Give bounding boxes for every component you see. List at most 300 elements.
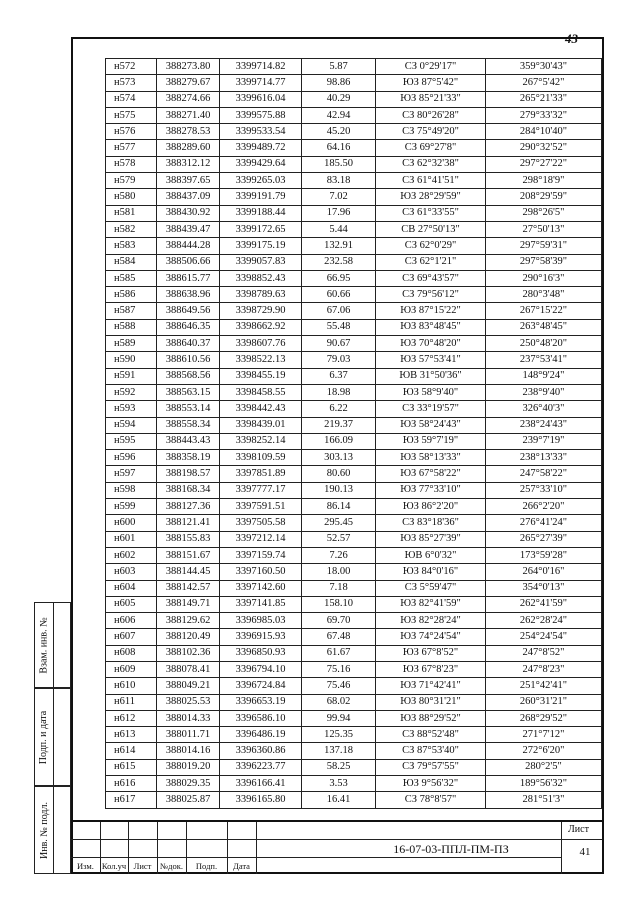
cell-bearing: ЮЗ 71°42'41" — [376, 678, 486, 694]
side-cell-replacement — [54, 602, 71, 688]
cell-y-coordinate: 3396360.86 — [220, 743, 302, 759]
table-row — [106, 384, 602, 400]
sheet-number: 41 — [579, 846, 591, 858]
cell-distance: 6.22 — [302, 401, 376, 417]
cell-y-coordinate: 3397777.17 — [220, 482, 302, 498]
cell-y-coordinate: 3396165.80 — [220, 792, 302, 808]
cell-point-name: н592 — [106, 384, 157, 400]
side-cell-inventory — [54, 786, 71, 874]
cell-direction-angle: 238°9'40" — [486, 384, 602, 400]
cell-bearing: ЮЗ 85°27'39" — [376, 531, 486, 547]
cell-direction-angle: 238°13'33" — [486, 450, 602, 466]
cell-y-coordinate: 3397141.85 — [220, 596, 302, 612]
coordinates-table — [105, 58, 602, 809]
cell-x-coordinate: 388025.53 — [157, 694, 220, 710]
cell-point-name: н599 — [106, 499, 157, 515]
cell-distance: 45.20 — [302, 124, 376, 140]
cell-distance: 7.02 — [302, 189, 376, 205]
cell-x-coordinate: 388649.56 — [157, 303, 220, 319]
cell-point-name: н605 — [106, 596, 157, 612]
cell-x-coordinate: 388019.20 — [157, 759, 220, 775]
cell-x-coordinate: 388638.96 — [157, 287, 220, 303]
cell-x-coordinate: 388142.57 — [157, 580, 220, 596]
cell-distance: 67.48 — [302, 629, 376, 645]
cell-direction-angle: 237°53'41" — [486, 352, 602, 368]
page-mark: 43 — [565, 31, 578, 46]
header-signature: Подп. — [195, 861, 218, 871]
cell-y-coordinate: 3399575.88 — [220, 107, 302, 123]
cell-bearing: ЮЗ 87°15'22" — [376, 303, 486, 319]
document-code: 16-07-03-ППЛ-ПМ-ПЗ — [393, 842, 509, 856]
cell-point-name: н614 — [106, 743, 157, 759]
cell-distance: 5.87 — [302, 59, 376, 75]
header-date: Дата — [233, 861, 250, 871]
cell-distance: 79.03 — [302, 352, 376, 368]
cell-direction-angle: 298°26'5" — [486, 205, 602, 221]
table-row — [106, 466, 602, 482]
cell-distance: 219.37 — [302, 417, 376, 433]
cell-bearing: ЮЗ 82°28'24" — [376, 613, 486, 629]
cell-point-name: н588 — [106, 319, 157, 335]
cell-y-coordinate: 3398442.43 — [220, 401, 302, 417]
cell-bearing: ЮЗ 58°13'33" — [376, 450, 486, 466]
cell-point-name: н574 — [106, 91, 157, 107]
table-row — [106, 613, 602, 629]
cell-bearing: ЮЗ 84°0'16" — [376, 564, 486, 580]
table-row — [106, 661, 602, 677]
cell-y-coordinate: 3396850.93 — [220, 645, 302, 661]
cell-point-name: н600 — [106, 515, 157, 531]
cell-y-coordinate: 3397505.58 — [220, 515, 302, 531]
cell-point-name: н602 — [106, 547, 157, 563]
cell-distance: 137.18 — [302, 743, 376, 759]
cell-distance: 303.13 — [302, 450, 376, 466]
cell-distance: 18.98 — [302, 384, 376, 400]
cell-y-coordinate: 3396915.93 — [220, 629, 302, 645]
cell-point-name: н575 — [106, 107, 157, 123]
cell-y-coordinate: 3399489.72 — [220, 140, 302, 156]
cell-point-name: н615 — [106, 759, 157, 775]
cell-distance: 40.29 — [302, 91, 376, 107]
cell-point-name: н572 — [106, 59, 157, 75]
cell-y-coordinate: 3398439.01 — [220, 417, 302, 433]
cell-bearing: ЮВ 31°50'36" — [376, 368, 486, 384]
cell-point-name: н603 — [106, 564, 157, 580]
cell-point-name: н591 — [106, 368, 157, 384]
cell-y-coordinate: 3399188.44 — [220, 205, 302, 221]
cell-distance: 75.16 — [302, 661, 376, 677]
cell-direction-angle: 265°27'39" — [486, 531, 602, 547]
cell-bearing: СЗ 79°57'55" — [376, 759, 486, 775]
cell-x-coordinate: 388025.87 — [157, 792, 220, 808]
cell-x-coordinate: 388610.56 — [157, 352, 220, 368]
cell-bearing: ЮЗ 77°33'10" — [376, 482, 486, 498]
cell-point-name: н581 — [106, 205, 157, 221]
cell-direction-angle: 290°16'3" — [486, 270, 602, 286]
cell-bearing: СЗ 88°52'48" — [376, 727, 486, 743]
cell-point-name: н616 — [106, 776, 157, 792]
table-row — [106, 107, 602, 123]
table-row — [106, 189, 602, 205]
cell-bearing: ЮЗ 67°58'22" — [376, 466, 486, 482]
cell-distance: 83.18 — [302, 173, 376, 189]
table-row — [106, 482, 602, 498]
cell-distance: 185.50 — [302, 156, 376, 172]
cell-x-coordinate: 388155.83 — [157, 531, 220, 547]
cell-bearing: СЗ 79°56'12" — [376, 287, 486, 303]
table-row — [106, 417, 602, 433]
cell-distance: 80.60 — [302, 466, 376, 482]
cell-y-coordinate: 3396223.77 — [220, 759, 302, 775]
cell-y-coordinate: 3398607.76 — [220, 336, 302, 352]
cell-x-coordinate: 388029.35 — [157, 776, 220, 792]
cell-direction-angle: 297°59'31" — [486, 238, 602, 254]
side-label-replacement: Взам. инв. № — [34, 602, 54, 688]
cell-direction-angle: 238°24'43" — [486, 417, 602, 433]
cell-y-coordinate: 3399533.54 — [220, 124, 302, 140]
cell-x-coordinate: 388615.77 — [157, 270, 220, 286]
cell-point-name: н582 — [106, 221, 157, 237]
cell-direction-angle: 267°15'22" — [486, 303, 602, 319]
cell-x-coordinate: 388439.47 — [157, 221, 220, 237]
cell-x-coordinate: 388289.60 — [157, 140, 220, 156]
cell-y-coordinate: 3399429.64 — [220, 156, 302, 172]
table-row — [106, 91, 602, 107]
cell-distance: 86.14 — [302, 499, 376, 515]
cell-direction-angle: 280°2'5" — [486, 759, 602, 775]
cell-bearing: ЮЗ 58°24'43" — [376, 417, 486, 433]
cell-distance: 295.45 — [302, 515, 376, 531]
cell-bearing: ЮВ 6°0'32" — [376, 547, 486, 563]
cell-direction-angle: 297°27'22" — [486, 156, 602, 172]
cell-direction-angle: 281°51'3" — [486, 792, 602, 808]
cell-y-coordinate: 3399616.04 — [220, 91, 302, 107]
table-row — [106, 547, 602, 563]
cell-distance: 42.94 — [302, 107, 376, 123]
cell-point-name: н590 — [106, 352, 157, 368]
cell-distance: 64.16 — [302, 140, 376, 156]
cell-y-coordinate: 3396586.10 — [220, 710, 302, 726]
cell-x-coordinate: 388011.71 — [157, 727, 220, 743]
cell-bearing: ЮЗ 59°7'19" — [376, 433, 486, 449]
cell-bearing: СЗ 69°27'8" — [376, 140, 486, 156]
cell-point-name: н579 — [106, 173, 157, 189]
cell-y-coordinate: 3398729.90 — [220, 303, 302, 319]
table-row — [106, 694, 602, 710]
table-row — [106, 352, 602, 368]
table-row — [106, 678, 602, 694]
cell-distance: 55.48 — [302, 319, 376, 335]
cell-bearing: ЮЗ 28°29'59" — [376, 189, 486, 205]
cell-point-name: н583 — [106, 238, 157, 254]
cell-x-coordinate: 388271.40 — [157, 107, 220, 123]
cell-bearing: СЗ 61°41'51" — [376, 173, 486, 189]
cell-bearing: ЮЗ 80°31'21" — [376, 694, 486, 710]
binding-strip — [34, 602, 71, 874]
cell-x-coordinate: 388444.28 — [157, 238, 220, 254]
cell-x-coordinate: 388127.36 — [157, 499, 220, 515]
cell-point-name: н612 — [106, 710, 157, 726]
cell-point-name: н609 — [106, 661, 157, 677]
cell-y-coordinate: 3398522.13 — [220, 352, 302, 368]
cell-y-coordinate: 3399057.83 — [220, 254, 302, 270]
cell-y-coordinate: 3399172.65 — [220, 221, 302, 237]
table-row — [106, 450, 602, 466]
cell-x-coordinate: 388640.37 — [157, 336, 220, 352]
table-row — [106, 564, 602, 580]
cell-point-name: н613 — [106, 727, 157, 743]
table-row — [106, 433, 602, 449]
title-block — [71, 820, 604, 874]
cell-bearing: ЮЗ 82°41'59" — [376, 596, 486, 612]
table-row — [106, 710, 602, 726]
cell-x-coordinate: 388278.53 — [157, 124, 220, 140]
cell-bearing: ЮЗ 67°8'52" — [376, 645, 486, 661]
table-row — [106, 629, 602, 645]
cell-bearing: СЗ 62°32'38" — [376, 156, 486, 172]
table-row — [106, 303, 602, 319]
table-row — [106, 319, 602, 335]
cell-point-name: н578 — [106, 156, 157, 172]
cell-x-coordinate: 388149.71 — [157, 596, 220, 612]
cell-x-coordinate: 388273.80 — [157, 59, 220, 75]
sheet-label: Лист — [568, 824, 589, 835]
table-row — [106, 75, 602, 91]
cell-x-coordinate: 388279.67 — [157, 75, 220, 91]
cell-distance: 66.95 — [302, 270, 376, 286]
cell-x-coordinate: 388558.34 — [157, 417, 220, 433]
cell-bearing: ЮЗ 74°24'54" — [376, 629, 486, 645]
table-row — [106, 270, 602, 286]
table-row — [106, 238, 602, 254]
table-row — [106, 221, 602, 237]
table-row — [106, 287, 602, 303]
cell-point-name: н608 — [106, 645, 157, 661]
cell-point-name: н586 — [106, 287, 157, 303]
cell-x-coordinate: 388168.34 — [157, 482, 220, 498]
cell-bearing: СЗ 62°0'29" — [376, 238, 486, 254]
header-doc-number: №док. — [160, 861, 183, 871]
cell-y-coordinate: 3397591.51 — [220, 499, 302, 515]
cell-direction-angle: 260°31'21" — [486, 694, 602, 710]
cell-direction-angle: 250°48'20" — [486, 336, 602, 352]
cell-direction-angle: 189°56'32" — [486, 776, 602, 792]
table-row — [106, 580, 602, 596]
cell-x-coordinate: 388274.66 — [157, 91, 220, 107]
cell-direction-angle: 254°24'54" — [486, 629, 602, 645]
cell-x-coordinate: 388129.62 — [157, 613, 220, 629]
table-row — [106, 645, 602, 661]
cell-y-coordinate: 3397212.14 — [220, 531, 302, 547]
cell-bearing: ЮЗ 86°2'20" — [376, 499, 486, 515]
cell-x-coordinate: 388151.67 — [157, 547, 220, 563]
table-row — [106, 401, 602, 417]
side-cell-signature-date — [54, 688, 71, 786]
table-row — [106, 59, 602, 75]
cell-distance: 60.66 — [302, 287, 376, 303]
cell-bearing: ЮЗ 58°9'40" — [376, 384, 486, 400]
cell-bearing: СЗ 62°1'21" — [376, 254, 486, 270]
cell-y-coordinate: 3397142.60 — [220, 580, 302, 596]
cell-x-coordinate: 388078.41 — [157, 661, 220, 677]
cell-x-coordinate: 388312.12 — [157, 156, 220, 172]
cell-direction-angle: 262°28'24" — [486, 613, 602, 629]
cell-bearing: ЮЗ 87°5'42" — [376, 75, 486, 91]
cell-bearing: ЮЗ 70°48'20" — [376, 336, 486, 352]
cell-distance: 166.09 — [302, 433, 376, 449]
cell-y-coordinate: 3396653.19 — [220, 694, 302, 710]
cell-bearing: СЗ 83°18'36" — [376, 515, 486, 531]
cell-distance: 5.44 — [302, 221, 376, 237]
table-row — [106, 515, 602, 531]
cell-y-coordinate: 3398852.43 — [220, 270, 302, 286]
cell-bearing: СЗ 69°43'57" — [376, 270, 486, 286]
cell-direction-angle: 247°58'22" — [486, 466, 602, 482]
table-row — [106, 743, 602, 759]
cell-direction-angle: 284°10'40" — [486, 124, 602, 140]
cell-point-name: н601 — [106, 531, 157, 547]
cell-distance: 232.58 — [302, 254, 376, 270]
cell-y-coordinate: 3399191.79 — [220, 189, 302, 205]
table-row — [106, 156, 602, 172]
table-row — [106, 727, 602, 743]
cell-point-name: н584 — [106, 254, 157, 270]
cell-bearing: СЗ 75°49'20" — [376, 124, 486, 140]
cell-direction-angle: 280°3'48" — [486, 287, 602, 303]
table-row — [106, 531, 602, 547]
cell-y-coordinate: 3396486.19 — [220, 727, 302, 743]
cell-direction-angle: 263°48'45" — [486, 319, 602, 335]
cell-point-name: н587 — [106, 303, 157, 319]
header-change: Изм. — [77, 861, 94, 871]
cell-direction-angle: 298°18'9" — [486, 173, 602, 189]
cell-x-coordinate: 388437.09 — [157, 189, 220, 205]
cell-point-name: н610 — [106, 678, 157, 694]
cell-bearing: ЮЗ 88°29'52" — [376, 710, 486, 726]
cell-direction-angle: 265°21'33" — [486, 91, 602, 107]
table-row — [106, 368, 602, 384]
cell-direction-angle: 271°7'12" — [486, 727, 602, 743]
cell-point-name: н596 — [106, 450, 157, 466]
cell-point-name: н595 — [106, 433, 157, 449]
table-row — [106, 205, 602, 221]
cell-direction-angle: 359°30'43" — [486, 59, 602, 75]
cell-distance: 98.86 — [302, 75, 376, 91]
cell-distance: 132.91 — [302, 238, 376, 254]
cell-y-coordinate: 3396724.84 — [220, 678, 302, 694]
table-row — [106, 759, 602, 775]
cell-direction-angle: 354°0'13" — [486, 580, 602, 596]
cell-point-name: н607 — [106, 629, 157, 645]
cell-y-coordinate: 3399265.03 — [220, 173, 302, 189]
cell-bearing: СЗ 0°29'17" — [376, 59, 486, 75]
header-sheet: Лист — [133, 861, 152, 871]
cell-distance: 75.46 — [302, 678, 376, 694]
table-row — [106, 140, 602, 156]
cell-bearing: СЗ 78°8'57" — [376, 792, 486, 808]
cell-y-coordinate: 3398109.59 — [220, 450, 302, 466]
cell-bearing: СВ 27°50'13" — [376, 221, 486, 237]
cell-x-coordinate: 388102.36 — [157, 645, 220, 661]
cell-direction-angle: 247°8'52" — [486, 645, 602, 661]
cell-y-coordinate: 3396985.03 — [220, 613, 302, 629]
cell-distance: 190.13 — [302, 482, 376, 498]
cell-direction-angle: 297°58'39" — [486, 254, 602, 270]
cell-direction-angle: 208°29'59" — [486, 189, 602, 205]
cell-y-coordinate: 3397851.89 — [220, 466, 302, 482]
cell-distance: 69.70 — [302, 613, 376, 629]
cell-bearing: ЮЗ 9°56'32" — [376, 776, 486, 792]
table-row — [106, 336, 602, 352]
cell-bearing: СЗ 87°53'40" — [376, 743, 486, 759]
cell-y-coordinate: 3396166.41 — [220, 776, 302, 792]
cell-y-coordinate: 3399714.82 — [220, 59, 302, 75]
cell-direction-angle: 247°8'23" — [486, 661, 602, 677]
table-row — [106, 499, 602, 515]
cell-y-coordinate: 3398789.63 — [220, 287, 302, 303]
cell-x-coordinate: 388568.56 — [157, 368, 220, 384]
table-row — [106, 596, 602, 612]
cell-distance: 68.02 — [302, 694, 376, 710]
table-row — [106, 792, 602, 808]
cell-y-coordinate: 3398455.19 — [220, 368, 302, 384]
cell-distance: 158.10 — [302, 596, 376, 612]
cell-y-coordinate: 3397160.50 — [220, 564, 302, 580]
cell-bearing: СЗ 80°26'28" — [376, 107, 486, 123]
cell-distance: 6.37 — [302, 368, 376, 384]
cell-x-coordinate: 388121.41 — [157, 515, 220, 531]
table-row — [106, 173, 602, 189]
cell-distance: 7.18 — [302, 580, 376, 596]
cell-direction-angle: 267°5'42" — [486, 75, 602, 91]
cell-x-coordinate: 388120.49 — [157, 629, 220, 645]
side-label-inventory: Инв. № подл. — [34, 786, 54, 874]
cell-distance: 58.25 — [302, 759, 376, 775]
cell-y-coordinate: 3398458.55 — [220, 384, 302, 400]
cell-y-coordinate: 3398252.14 — [220, 433, 302, 449]
cell-distance: 52.57 — [302, 531, 376, 547]
cell-distance: 61.67 — [302, 645, 376, 661]
cell-distance: 17.96 — [302, 205, 376, 221]
cell-distance: 67.06 — [302, 303, 376, 319]
cell-x-coordinate: 388430.92 — [157, 205, 220, 221]
cell-x-coordinate: 388358.19 — [157, 450, 220, 466]
table-row — [106, 776, 602, 792]
cell-distance: 90.67 — [302, 336, 376, 352]
table-row — [106, 254, 602, 270]
cell-direction-angle: 173°59'28" — [486, 547, 602, 563]
cell-bearing: СЗ 5°59'47" — [376, 580, 486, 596]
cell-distance: 18.00 — [302, 564, 376, 580]
cell-direction-angle: 276°41'24" — [486, 515, 602, 531]
cell-bearing: СЗ 61°33'55" — [376, 205, 486, 221]
cell-bearing: ЮЗ 67°8'23" — [376, 661, 486, 677]
cell-direction-angle: 27°50'13" — [486, 221, 602, 237]
table-row — [106, 124, 602, 140]
cell-x-coordinate: 388443.43 — [157, 433, 220, 449]
cell-direction-angle: 148°9'24" — [486, 368, 602, 384]
cell-bearing: СЗ 33°19'57" — [376, 401, 486, 417]
cell-point-name: н589 — [106, 336, 157, 352]
cell-direction-angle: 262°41'59" — [486, 596, 602, 612]
cell-direction-angle: 266°2'20" — [486, 499, 602, 515]
cell-x-coordinate: 388553.14 — [157, 401, 220, 417]
cell-direction-angle: 251°42'41" — [486, 678, 602, 694]
cell-y-coordinate: 3399714.77 — [220, 75, 302, 91]
cell-y-coordinate: 3396794.10 — [220, 661, 302, 677]
cell-direction-angle: 326°40'3" — [486, 401, 602, 417]
cell-bearing: ЮЗ 57°53'41" — [376, 352, 486, 368]
